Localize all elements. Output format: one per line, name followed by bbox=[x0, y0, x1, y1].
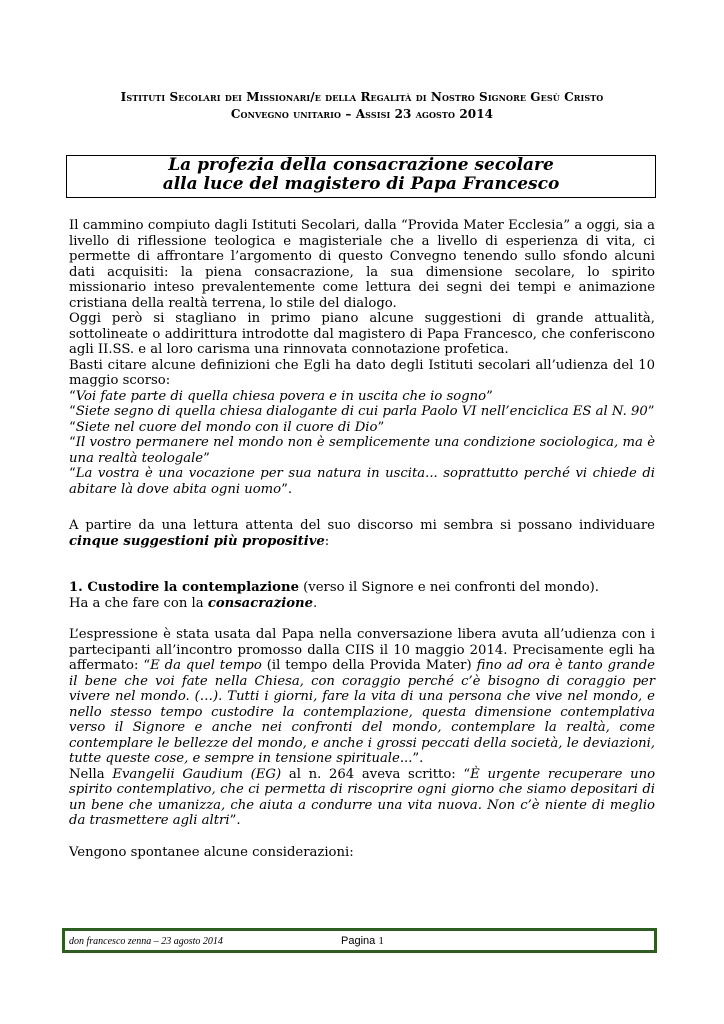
title-box bbox=[66, 155, 656, 198]
page-footer bbox=[62, 928, 657, 953]
paragraph-oggi: Oggi però si stagliano in primo piano alcune suggestioni di grande attualità, sottolineate o addirittura introdotte dal magistero di Papa Francesco, che conferiscono agli II.SS. e al loro carisma una rinnovata connotazione profetica. bbox=[69, 311, 655, 357]
title-line-1: La profezia della consacrazione secolare bbox=[168, 155, 554, 175]
quote-5: “La vostra è una vocazione per sua natura in uscita... soprattutto perché vi chiede di abitare là dove abita ogni uomo”. bbox=[69, 466, 655, 497]
footer-page-number: Pagina 1 bbox=[341, 935, 384, 947]
paragraph-evangelii: Nella Evangelii Gaudium (EG) al n. 264 aveva scritto: “È urgente recuperare uno spirito contemplativo, che ci permetta di riscoprire ogni giorno che siamo depositari di un bene che umanizza, che aiuta a condurre una vita nuova. Non c’è niente di meglio da trasmettere agli altri”. bbox=[69, 766, 656, 828]
section-1-title: 1. Custodire la contemplazione bbox=[69, 580, 299, 595]
paragraph-basti: Basti citare alcune definizioni che Egli ha dato degli Istituti secolari all’udienza del 10 maggio scorso: bbox=[69, 357, 655, 388]
paragraph-espressione: L’espressione è stata usata dal Papa nella conversazione libera avuta all’udienza con i partecipanti all’incontro promosso dalla CIIS il 10 maggio 2014. Precisamente egli ha affermato: “E da quel tempo (il tempo della Provida Mater) fino ad ora è tanto grande il bene che voi fate nella Chiesa, con coraggio perché c’è bisogno di coraggio per vivere nel mondo. (…). Tutti i giorni, fare la vita di una persona che vive nel mondo, e nello stesso tempo custodire la contemplazione, questa dimensione contemplativa verso il Signore e anche nei confronti del mondo, contemplare la realtà, come contemplare le bellezze del mondo, e anche i grossi peccati della società, le deviazioni, tutte queste cose, e sempre in tensione spirituale...”. Nella Evangelii Gaudium (EG) al n. 264 aveva scritto: “È urgente recuperare uno spirito contemplativo, che ci permetta di riscoprire ogni giorno che siamo depositari di un bene che umanizza, che aiuta a condurre una vita nuova. Non c’è niente di meglio da trasmettere agli altri”. bbox=[69, 627, 656, 828]
quote-3: “Siete nel cuore del mondo con il cuore di Dio” bbox=[69, 419, 385, 435]
paragraph-suggestioni: A partire da una lettura attenta del suo discorso mi sembra si possano individuare cinque suggestioni più propositive: bbox=[69, 518, 655, 549]
paragraph-intro: Il cammino compiuto dagli Istituti Secolari, dalla “Provida Mater Ecclesia” a oggi, sia a livello di riflessione teologica e magisteriale che a livello di esperienza di vita, ci permette di affrontare l’argomento di questo Convegno tenendo sullo sfondo alcuni dati acquisiti: la piena consacrazione, la sua dimensione secolare, lo spirito missionario inteso prevalentemente come lettura dei segni dei tempi e animazione cristiana della realtà terrena, lo stile del dialogo. bbox=[69, 218, 655, 311]
title-line-2: alla luce del magistero di Papa Francesco bbox=[162, 174, 560, 194]
paragraph-considerazioni: Vengono spontanee alcune considerazioni: bbox=[69, 845, 354, 860]
footer-author: don francesco zenna – 23 agosto 2014 bbox=[69, 936, 223, 947]
quote-1: “Voi fate parte di quella chiesa povera e in uscita che io sogno” bbox=[69, 388, 493, 404]
quote-4: “Il vostro permanere nel mondo non è semplicemente una condizione sociologica, ma è una realtà teologale” bbox=[69, 435, 655, 466]
quote-2: “Siete segno di quella chiesa dialogante di cui parla Paolo VI nell’enciclica ES al N. 90” bbox=[69, 404, 655, 419]
header-institutes: Istituti Secolari dei Missionari/e della Regalità di Nostro Signore Gesù Cristo bbox=[120, 90, 604, 104]
header-convegno: Convegno unitario – Assisi 23 agosto 2014 bbox=[230, 107, 494, 121]
section-1-heading: 1. Custodire la contemplazione (verso il Signore e nei confronti del mondo). Ha a che fare con la consacrazione. bbox=[69, 580, 599, 611]
intro-block bbox=[69, 218, 655, 497]
